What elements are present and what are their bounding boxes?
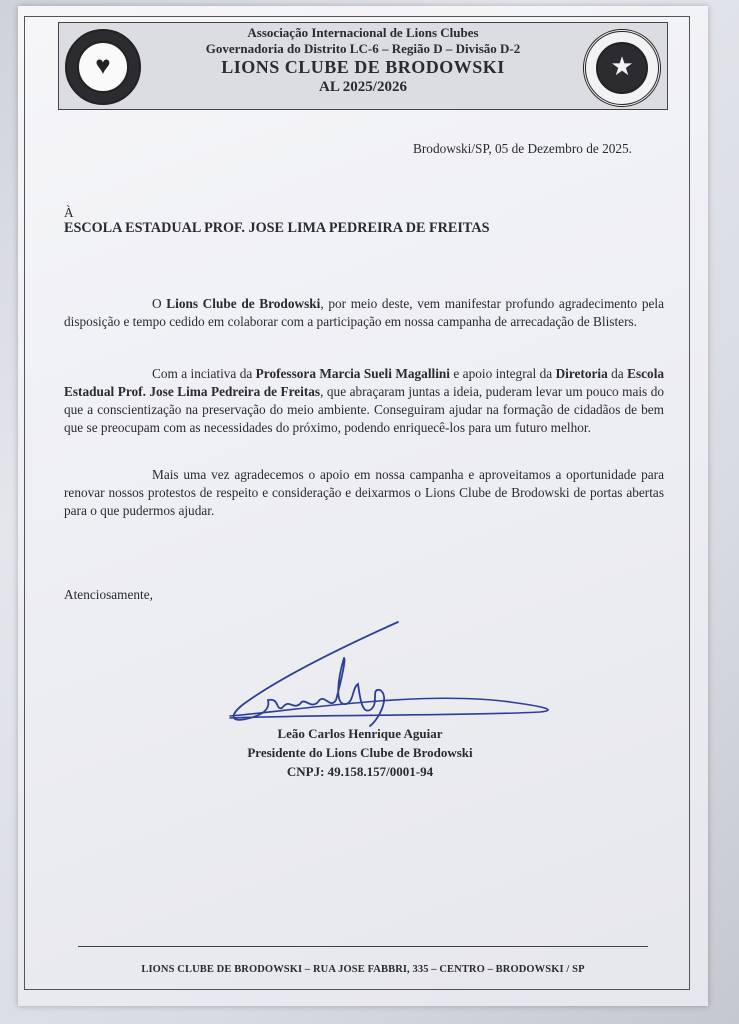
signer-cnpj: CNPJ: 49.158.157/0001-94 [286, 764, 434, 779]
letter-date: Brodowski/SP, 05 de Dezembro de 2025. [413, 141, 633, 156]
footer-divider [78, 946, 648, 947]
signature-scribble [220, 618, 570, 728]
lions-emblem-icon: ♥ [65, 29, 141, 105]
club-name: LIONS CLUBE DE BRODOWSKI [221, 57, 505, 77]
paragraph-3: Mais uma vez agradecemos o apoio em nossa campanha e aproveitamos a oportunidade para renovar nossos protestos de respeito e consideração e deixarmos o Lions Clube de Brodowski de portas abertas para o que pudermos ajudar. [64, 467, 664, 518]
footer-address: LIONS CLUBE DE BRODOWSKI – RUA JOSE FABBRI, 335 – CENTRO – BRODOWSKI / SP [141, 964, 585, 975]
letterhead [58, 22, 668, 110]
club-seal-icon: ★ [583, 29, 661, 107]
recipient-prefix: À [64, 205, 74, 220]
association-name: Associação Internacional de Lions Clubes [247, 25, 479, 40]
recipient-name: ESCOLA ESTADUAL PROF. JOSE LIMA PEDREIRA DE FREITAS [64, 220, 490, 236]
signer-name: Leão Carlos Henrique Aguiar [277, 726, 443, 741]
signature-block [210, 724, 510, 781]
paragraph-1: O Lions Clube de Brodowski, por meio deste, vem manifestar profundo agradecimento pela disposição e tempo cedido em colaborar com a participação em nossa campanha de arrecadação de Blisters. [64, 296, 664, 329]
closing: Atenciosamente, [64, 587, 153, 602]
district-line: Governadoria do Distrito LC-6 – Região D – Divisão D-2 [205, 41, 521, 56]
signer-role: Presidente do Lions Clube de Brodowski [247, 745, 473, 760]
club-year: AL 2025/2026 [319, 79, 407, 95]
paragraph-2: Com a inciativa da Professora Marcia Sueli Magallini e apoio integral da Diretoria da Escola Estadual Prof. Jose Lima Pedreira de Freitas, que abraçaram juntas a ideia, puderam levar um pouco mais do que a conscientização na preservação do meio ambiente. Conseguiram ajudar na formação de cidadãos de bem que se preocupam com as necessidades do próximo, podendo enriquecê-los para um futuro melhor. [64, 366, 665, 435]
